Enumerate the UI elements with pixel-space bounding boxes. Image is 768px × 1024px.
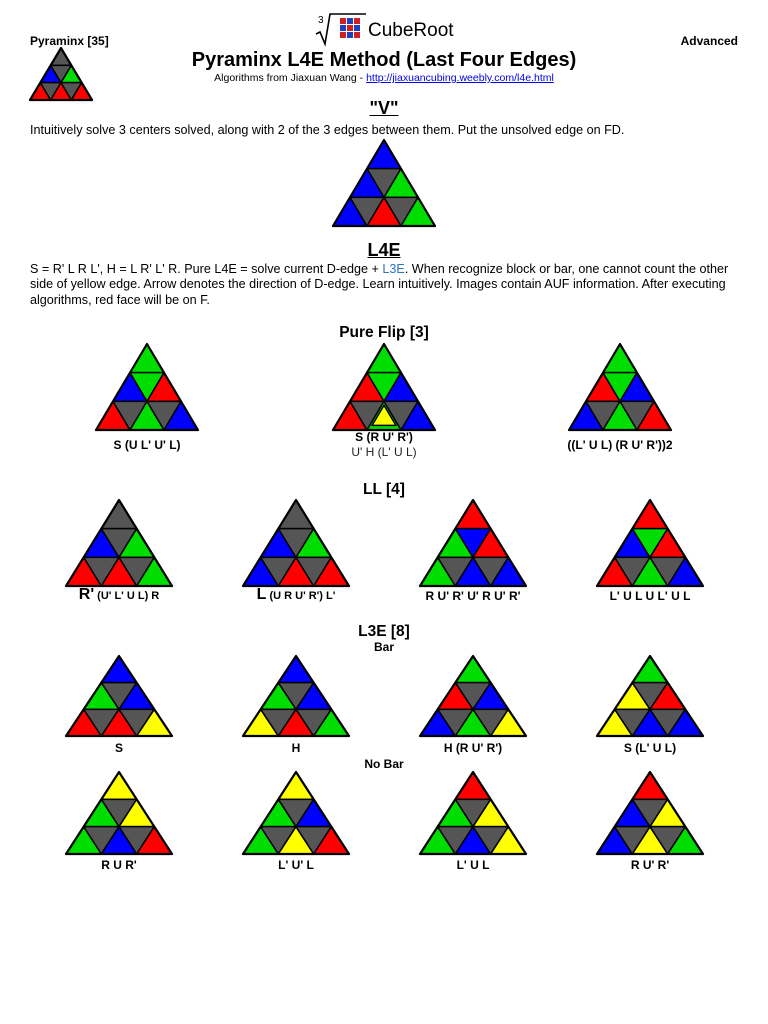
sticker — [603, 344, 637, 373]
pure-flip-case-1 — [94, 342, 200, 432]
page-title: Pyraminx L4E Method (Last Four Edges) — [191, 49, 577, 71]
no-bar-case-3 — [418, 770, 528, 856]
alg-label: R U R' — [101, 858, 137, 872]
no-bar-subheading: No Bar — [364, 757, 404, 771]
sticker — [130, 344, 164, 373]
v-heading: "V" — [369, 98, 399, 118]
sticker — [632, 500, 667, 529]
logo-text: CubeRoot — [368, 20, 454, 41]
sticker — [51, 48, 72, 65]
l4e-text-after: . When recognize block or bar, one cannot count the other side of yellow edge. Arrow denotes the direction of D-edge. Learn intuitively. Images contain AUF information. After executing algorithms, red face will be on F. — [30, 262, 729, 307]
sticker — [455, 500, 490, 529]
sticker — [455, 656, 490, 683]
alg-label: S (L' U L) — [623, 741, 677, 755]
ll-case-4 — [595, 498, 705, 588]
sticker — [278, 772, 313, 799]
pure-flip-heading: Pure Flip [3] — [339, 324, 429, 341]
bar-case-2 — [241, 654, 351, 738]
sticker — [278, 500, 313, 529]
alg-label: ((L' U L) (R U' R'))2 — [567, 438, 673, 452]
ll-case-2 — [241, 498, 351, 588]
alg-label: L' U' L — [278, 858, 314, 872]
l4e-description — [30, 262, 740, 308]
sticker — [101, 500, 136, 529]
logo-root-index: 3 — [318, 15, 324, 26]
alg-label-emphasis: L — [256, 586, 267, 603]
thumbnail-pyraminx — [28, 46, 94, 102]
sticker — [632, 656, 667, 683]
no-bar-case-4 — [595, 770, 705, 856]
alg-label-emphasis: R' — [78, 586, 95, 603]
source-link[interactable]: http://jiaxuancubing.weebly.com/l4e.html — [366, 72, 554, 84]
l4e-heading: L4E — [367, 240, 401, 260]
v-description: Intuitively solve 3 centers solved, along with 2 of the 3 edges between them. Put the unsolved edge on FD. — [30, 123, 625, 137]
l3e-heading: L3E [8] — [358, 623, 410, 640]
difficulty-label: Advanced — [680, 34, 738, 48]
sticker — [367, 344, 401, 373]
no-bar-case-2 — [241, 770, 351, 856]
bar-subheading: Bar — [373, 640, 394, 654]
sticker — [101, 772, 136, 799]
source-line — [0, 72, 768, 84]
bar-case-3 — [418, 654, 528, 738]
alg-label: S (R U' R') — [355, 430, 413, 444]
ll-case-3 — [418, 498, 528, 588]
alg-label: H — [291, 741, 301, 755]
bar-case-1 — [64, 654, 174, 738]
pure-flip-case-2 — [331, 342, 437, 432]
sticker — [367, 140, 401, 169]
logo-cube-icon — [340, 18, 360, 38]
source-prefix: Algorithms from Jiaxuan Wang - — [214, 72, 367, 84]
ll-heading: LL [4] — [363, 481, 405, 498]
l4e-text-before: S = R' L R L', H = L R' L' R. Pure L4E = solve current D-edge + — [30, 262, 383, 276]
sticker — [101, 656, 136, 683]
alg-label-rest: (U R U' R') L' — [266, 590, 336, 602]
alg-label: L' U L U L' U L — [609, 589, 691, 603]
alg-label: S (U L' U' L) — [113, 438, 181, 452]
v-pyraminx-diagram — [331, 138, 437, 228]
sticker — [455, 772, 490, 799]
sticker — [278, 656, 313, 683]
alg-label: H (R U' R') — [443, 741, 503, 755]
alg-alt-label: U' H (L' U L) — [351, 445, 417, 459]
page-category: Pyraminx [35] — [30, 34, 109, 48]
l3e-link[interactable]: L3E — [382, 262, 405, 276]
alg-label-rest: (U' L' U L) R — [94, 590, 160, 602]
ll-case-1 — [64, 498, 174, 588]
no-bar-case-1 — [64, 770, 174, 856]
alg-label: S — [114, 741, 123, 755]
alg-label: R U' R' — [630, 858, 670, 872]
pure-flip-case-3 — [567, 342, 673, 432]
bar-case-4 — [595, 654, 705, 738]
alg-label: R U' R' U' R U' R' — [425, 589, 521, 603]
sticker — [632, 772, 667, 799]
alg-label: L' U L — [456, 858, 490, 872]
